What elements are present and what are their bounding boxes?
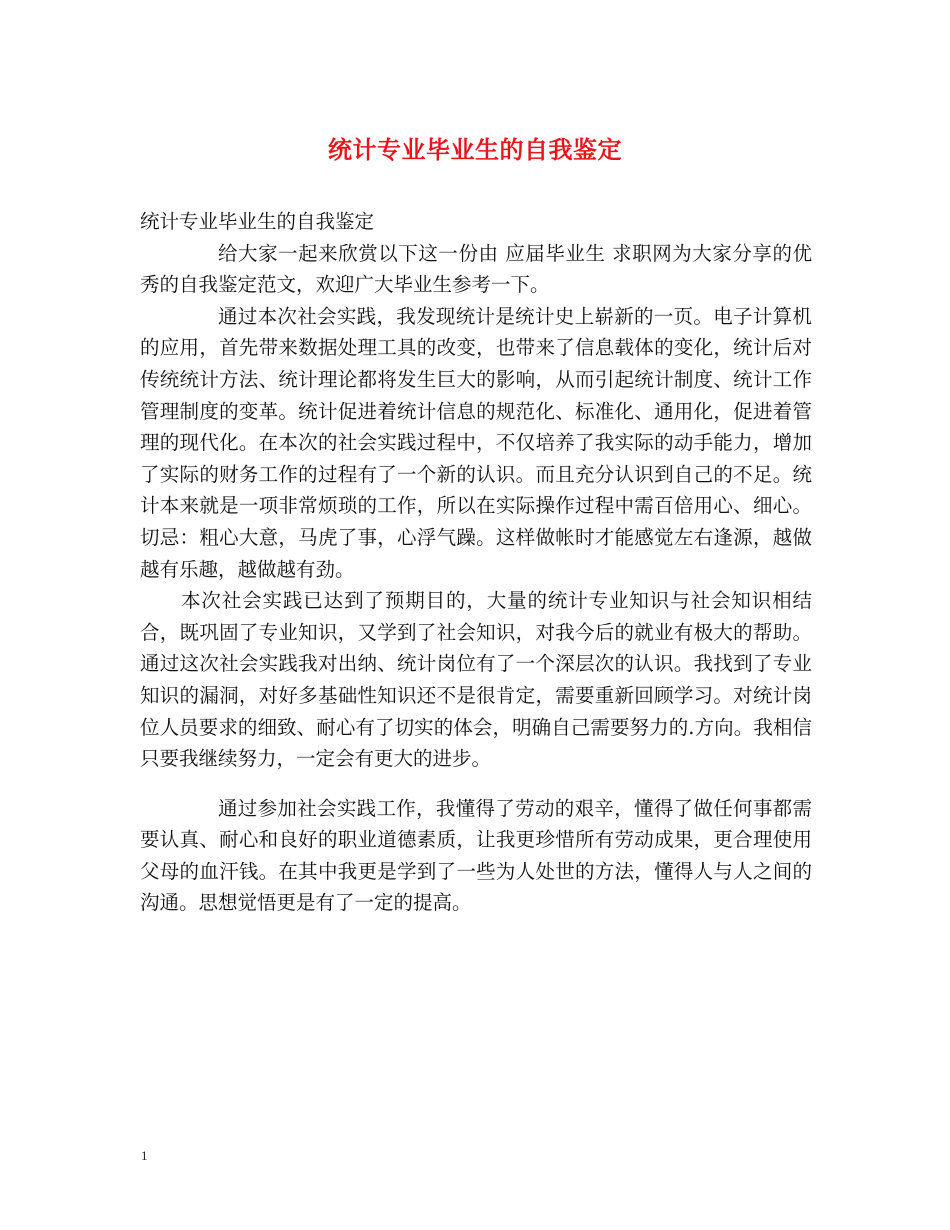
paragraph-conclusion: 通过参加社会实践工作，我懂得了劳动的艰辛，懂得了做任何事都需要认真、耐心和良好的职业道德素质，让我更珍惜所有劳动成果，更合理使用父母的血汗钱。在其中我更是学到了一些为人处世的方法，懂得人与人之间的沟通。思想觉悟更是有了一定的提高。 <box>140 796 812 915</box>
paragraph-practice: 通过本次社会实践，我发现统计是统计史上崭新的一页。电子计算机的应用，首先带来数据处理工具的改变，也带来了信息载体的变化，统计后对传统统计方法、统计理论都将发生巨大的影响，从而引起统计制度、统计工作管理制度的变革。统计促进着统计信息的规范化、标准化、通用化，促进着管理的现代化。在本次的社会实践过程中，不仅培养了我实际的动手能力，增加了实际的财务工作的过程有了一个新的认识。而且充分认识到自己的不足。统计本来就是一项非常烦琐的工作，所以在实际操作过程中需百倍用心、细心。切忌：粗心大意，马虎了事，心浮气躁。这样做帐时才能感觉左右逢源，越做越有乐趣，越做越有劲。 <box>140 304 812 581</box>
paragraph-goals: 本次社会实践已达到了预期目的，大量的统计专业知识与社会知识相结合，既巩固了专业知识，又学到了社会知识，对我今后的就业有极大的帮助。通过这次社会实践我对出纳、统计岗位有了一个深层次的认识。我找到了专业知识的漏洞，对好多基础性知识还不是很肯定，需要重新回顾学习。对统计岗位人员要求的细致、耐心有了切实的体会，明确自己需要努力的.方向。我相信只要我继续努力，一定会有更大的进步。 <box>140 589 812 771</box>
document-title: 统计专业毕业生的自我鉴定 <box>328 135 622 164</box>
document-subtitle: 统计专业毕业生的自我鉴定 <box>140 210 375 233</box>
paragraph-intro: 给大家一起来欣赏以下这一份由 应届毕业生 求职网为大家分享的优秀的自我鉴定范文，欢迎广大毕业生参考一下。 <box>140 241 812 297</box>
document-body <box>140 206 812 919</box>
page-number: 1 <box>141 1148 148 1163</box>
